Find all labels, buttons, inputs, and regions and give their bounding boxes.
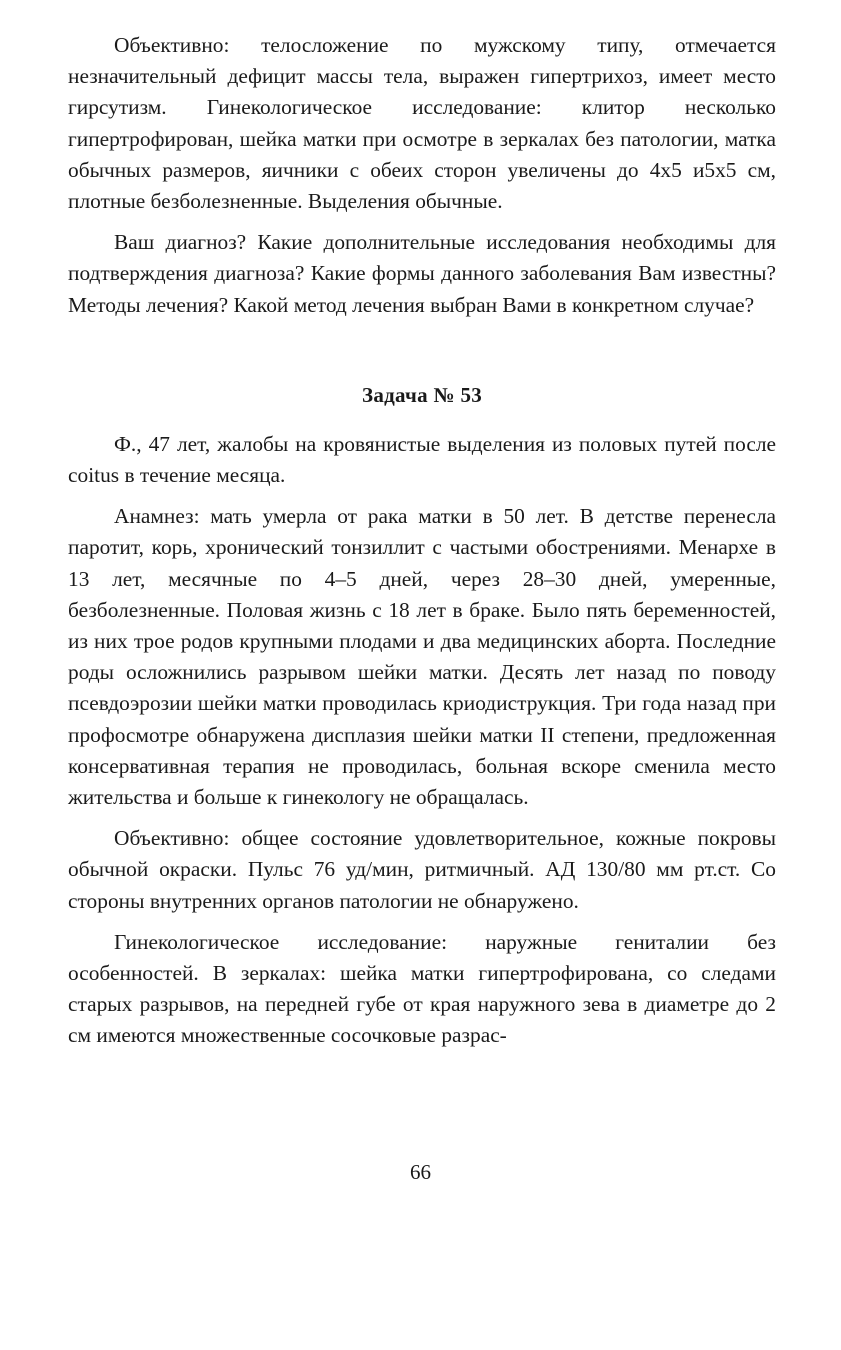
paragraph-anamnesis: Анамнез: мать умерла от рака матки в 50 лет. В детстве перенесла паротит, корь, хронический тонзиллит с частыми обострениями. Менархе в 13 лет, месячные по 4–5 дней, через 28–30 дней, умеренные, безболезненные. Половая жизнь с 18 лет в браке. Было пять беременностей, из них трое родов крупными плодами и два медицинских аборта. Последние роды осложнились разрывом шейки матки. Десять лет назад по поводу псевдоэрозии шейки матки проводилась криодиструкция. Три года назад при профосмотре обнаружена дисплазия шейки матки II степени, предложенная консервативная терапия не проводилась, больная вскоре сменила место жительства и больше к гинекологу не обращалась. (68, 504, 776, 810)
page-number: 66 (410, 1160, 431, 1184)
paragraph-questions: Ваш диагноз? Какие дополнительные исследования необходимы для подтверждения диагноза? Какие формы данного заболевания Вам известны? Методы лечения? Какой метод лечения выбран Вами в конкретном случае? (68, 230, 776, 317)
paragraph-objective-findings: Объективно: телосложение по мужскому типу, отмечается незначительный дефицит массы тела, выражен гипертрихоз, имеет место гирсутизм. Гинекологическое исследование: клитор несколько гипертрофирован, шейка матки при осмотре в зеркалах без патологии, матка обычных размеров, яичники с обеих сторон увеличены до 4х5 и5х5 см, плотные безболезненные. Выделения обычные. (68, 33, 776, 214)
paragraph-gap (68, 917, 776, 927)
document-page (68, 30, 776, 1052)
paragraph-gap (68, 217, 776, 227)
paragraph-gynecological-exam: Гинекологическое исследование: наружные гениталии без особенностей. В зеркалах: шейка матки гипертрофирована, со следами старых разрывов, на передней губе от края наружного зева в диаметре до 2 см имеются множественные сосочковые разрас- (68, 929, 776, 1048)
paragraph-complaints: Ф., 47 лет, жалобы на кровянистые выделения из половых путей после coitus в течение месяца. (68, 431, 776, 488)
paragraph-gap (68, 491, 776, 501)
paragraph-gap (68, 813, 776, 823)
task-heading: Задача № 53 (361, 382, 483, 407)
paragraph-general-status: Объективно: общее состояние удовлетворительное, кожные покровы обычной окраски. Пульс 76 уд/мин, ритмичный. АД 130/80 мм рт.ст. Со стороны внутренних органов патологии не обнаружено. (68, 826, 776, 913)
